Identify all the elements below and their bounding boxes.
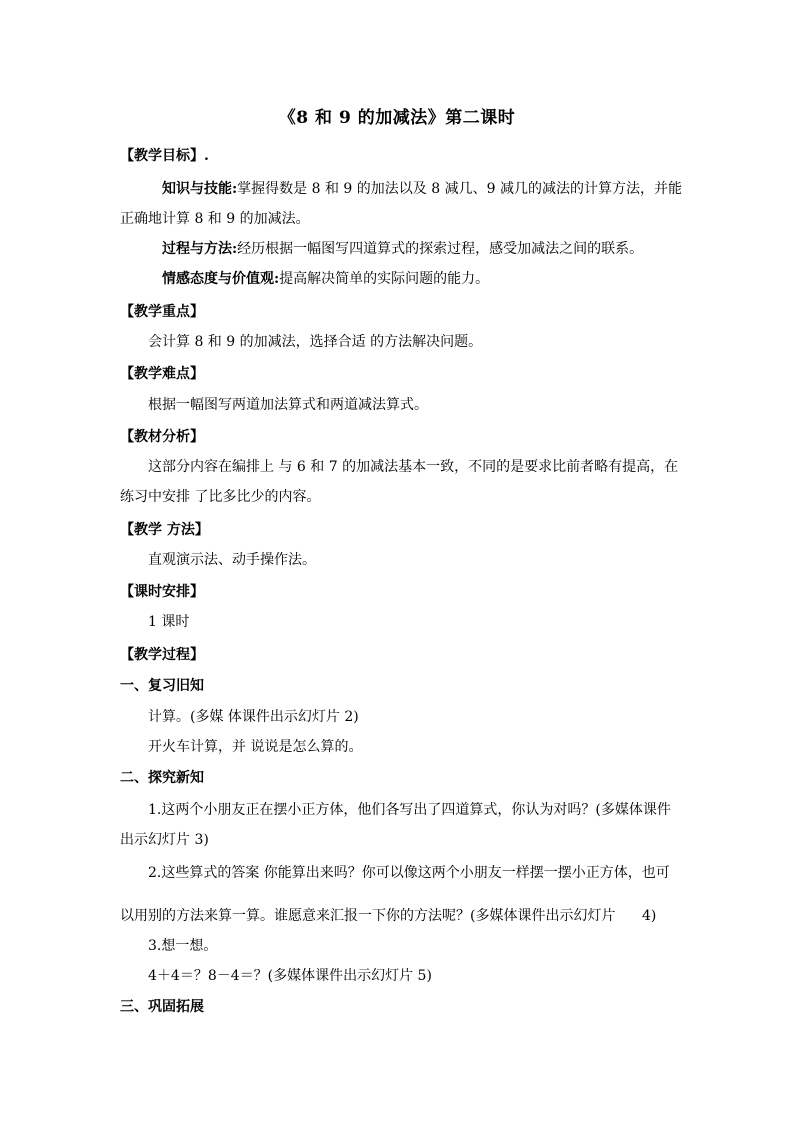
review-line-2: 开火车计算，并 说说是怎么算的。 <box>148 739 363 755</box>
knowledge-line-1 <box>162 179 682 199</box>
difficulties-heading: 【教学难点】 <box>120 366 204 382</box>
process-label: 过程与方法: <box>162 241 238 257</box>
key-points-heading: 【教学重点】 <box>120 304 204 320</box>
explore-heading: 二、探究新知 <box>120 770 204 786</box>
explore-item-3-formula: 4＋4＝？8－4＝？(多媒体课件出示幻灯片 5) <box>148 968 432 984</box>
document-title: 《8 和 9 的加减法》第二课时 <box>278 108 516 128</box>
emotion-label: 情感态度与价值观: <box>162 271 280 287</box>
analysis-text-1: 这部分内容在编排上 与 6 和 7 的加减法基本一致，不同的是要求比前者略有提高，在 <box>148 459 679 475</box>
explore-item-2-c: 4) <box>642 908 657 924</box>
analysis-text-2: 练习中安排 了比多比少的内容。 <box>120 489 321 505</box>
analysis-heading: 【教材分析】 <box>120 429 204 445</box>
explore-item-1-b: 出示幻灯片 3) <box>120 832 209 848</box>
key-points-text: 会计算 8 和 9 的加减法，选择合适 的方法解决问题。 <box>148 334 483 350</box>
objectives-heading: 【教学目标】. <box>120 148 209 164</box>
explore-item-2-a: 2.这些算式的答案 你能算出来吗？你可以像这两个小朋友一样摆一摆小正方体，也可 <box>148 865 670 881</box>
explore-item-1-a: 1.这两个小朋友正在摆小正方体，他们各写出了四道算式，你认为对吗？(多媒体课件 <box>148 802 671 818</box>
process-heading: 【教学过程】 <box>120 647 204 663</box>
schedule-text: 1 课时 <box>148 614 190 630</box>
review-line-1: 计算。(多媒 体课件出示幻灯片 2) <box>148 709 359 725</box>
process-text: 经历根据一幅图写四道算式的探索过程，感受加减法之间的联系。 <box>237 241 644 257</box>
review-heading: 一、复习旧知 <box>120 678 204 694</box>
knowledge-label: 知识与技能: <box>162 181 238 197</box>
explore-item-2-b: 以用别的方法来算一算。谁愿意来汇报一下你的方法呢？(多媒体课件出示幻灯片 <box>120 908 616 924</box>
difficulties-text: 根据一幅图写两道加法算式和两道减法算式。 <box>148 397 428 413</box>
explore-item-3: 3.想一想。 <box>148 938 218 954</box>
emotion-text: 提高解决简单的实际问题的能力。 <box>279 271 490 287</box>
knowledge-line-2: 正确地计算 8 和 9 的加减法。 <box>120 211 310 227</box>
methods-text: 直观演示法、动手操作法。 <box>148 552 316 568</box>
emotion-line <box>162 269 489 289</box>
consolidate-heading: 三、巩固拓展 <box>120 999 204 1015</box>
methods-heading: 【教学 方法】 <box>120 522 209 538</box>
process-line <box>162 239 643 259</box>
schedule-heading: 【课时安排】 <box>120 584 204 600</box>
knowledge-text-1: 掌握得数是 8 和 9 的加法以及 8 减几、9 减几的减法的计算方法，并能 <box>237 181 682 197</box>
